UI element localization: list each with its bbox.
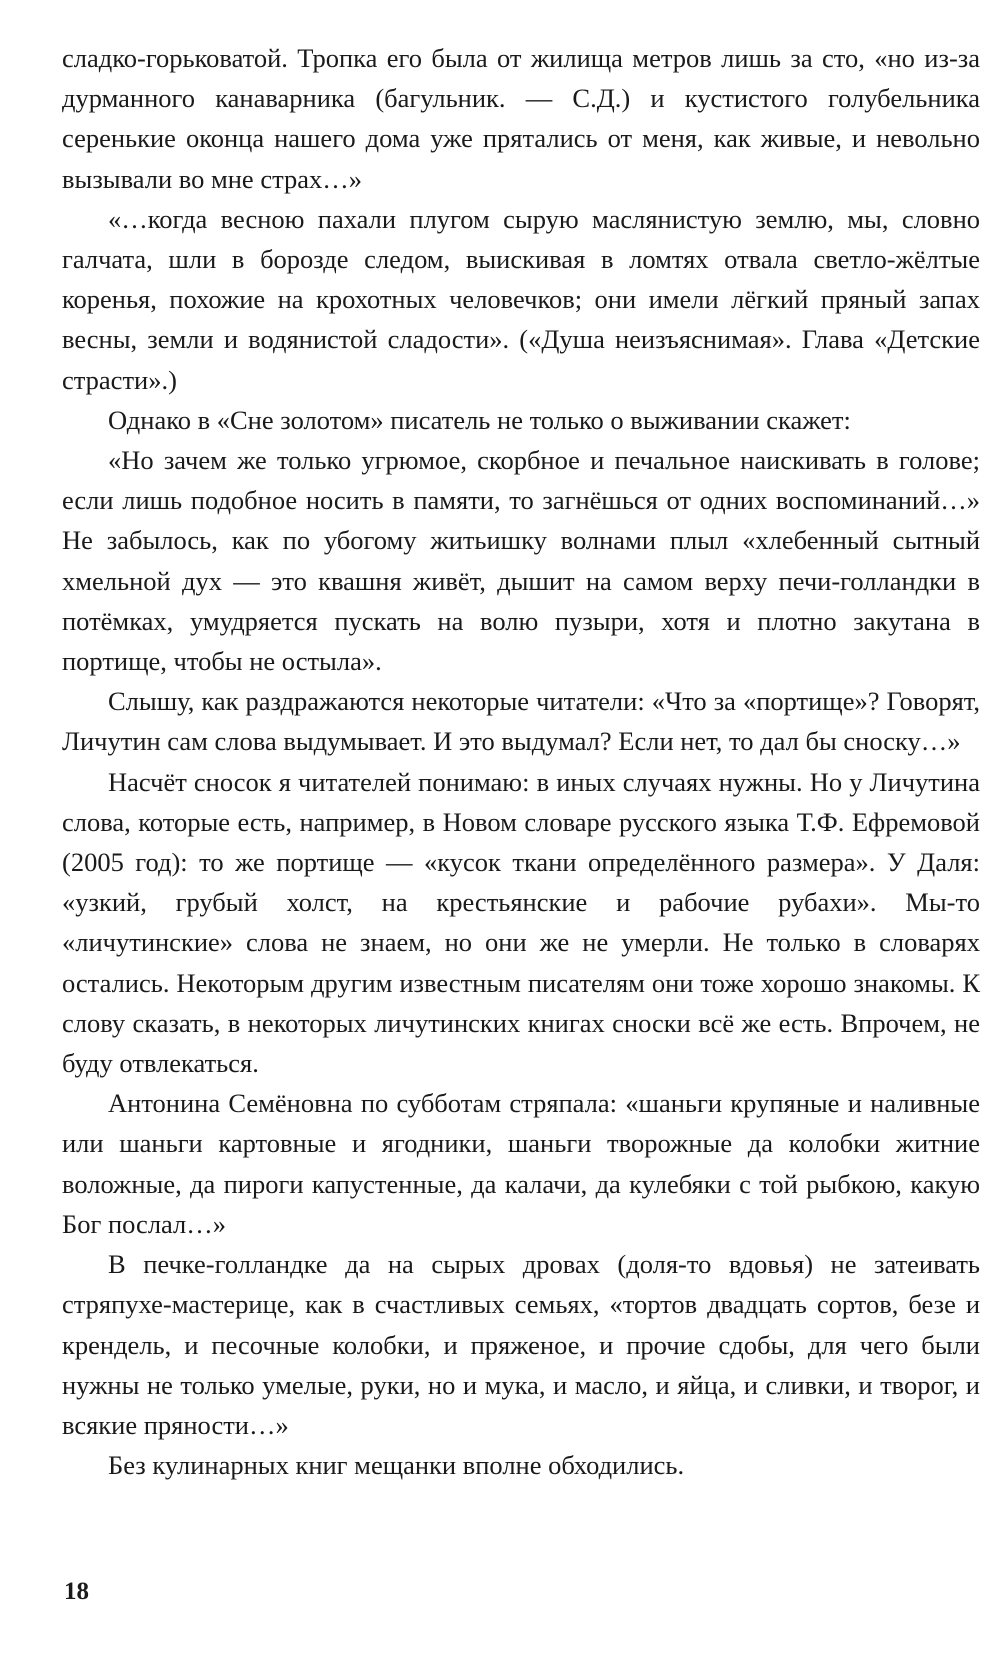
paragraph-1: сладко-горьковатой. Тропка его была от жилища метров лишь за сто, «но из-за дурманного канаварника (багульник. — С.Д.) и кустистого голубельника серенькие оконца нашего дома уже прятались от меня, как живые, и невольно вызывали во мне страх…»: [62, 43, 980, 194]
paragraph-9: Без кулинарных книг мещанки вполне обходились.: [108, 1450, 685, 1481]
paragraph-6: Насчёт сносок я читателей понимаю: в иных случаях нужны. Но у Личутина слова, которые есть, например, в Новом словаре русского языка Т.Ф. Ефремовой (2005 год): то же портище — «кусок ткани определённого размера». У Даля: «узкий, грубый холст, на крестьянские и рабочие рубахи». Мы-то «личутинские» слова не знаем, но они же не умерли. Не только в словарях остались. Некоторым другим известным писателям они тоже хорошо знакомы. К слову сказать, в некоторых личутинских книгах сноски всё же есть. Впрочем, не буду отвлекаться.: [62, 766, 980, 1079]
paragraph-7: Антонина Семёновна по субботам стряпала: «шаньги крупяные и наливные или шаньги картовные и ягодники, шаньги творожные да колобки житние воложные, да пироги капустенные, да калачи, да кулебяки с той рыбкою, какую Бог послал…»: [62, 1088, 980, 1239]
paragraph-2: «…когда весною пахали плугом сырую маслянистую землю, мы, словно галчата, шли в борозде следом, выискивая в ломтях отвала светло-жёлтые коренья, похожие на крохотных человечков; они имели лёгкий пряный запах весны, земли и водянистой сладости». («Душа неизъяснимая». Глава «Детские страсти».): [62, 203, 980, 395]
page-number: 18: [64, 1578, 89, 1605]
paragraph-3: Однако в «Сне золотом» писатель не только о выживании скажет:: [108, 404, 851, 435]
paragraph-5: Слышу, как раздражаются некоторые читатели: «Что за «портище»? Говорят, Личутин сам слова выдумывает. И это выдумал? Если нет, то дал бы сноску…»: [62, 686, 980, 757]
book-page-text: [62, 38, 980, 1485]
paragraph-4: «Но зачем же только угрюмое, скорбное и печальное наискивать в голове; если лишь подобное носить в памяти, то загнёшься от одних воспоминаний…» Не забылось, как по убогому житьишку волнами плыл «хлебенный сытный хмельной дух — это квашня живёт, дышит на самом верху печи-голландки в потёмках, умудряется пускать на волю пузыри, хотя и плотно закутана в портище, чтобы не остыла».: [62, 445, 980, 677]
paragraph-8: В печке-голландке да на сырых дровах (доля-то вдовья) не затеивать стряпухе-мастерице, как в счастливых семьях, «тортов двадцать сортов, безе и крендель, и песочные колобки, и пряженое, и прочие сдобы, для чего были нужны не только умелые, руки, но и мука, и масло, и яйца, и сливки, и творог, и всякие пряности…»: [62, 1249, 980, 1440]
